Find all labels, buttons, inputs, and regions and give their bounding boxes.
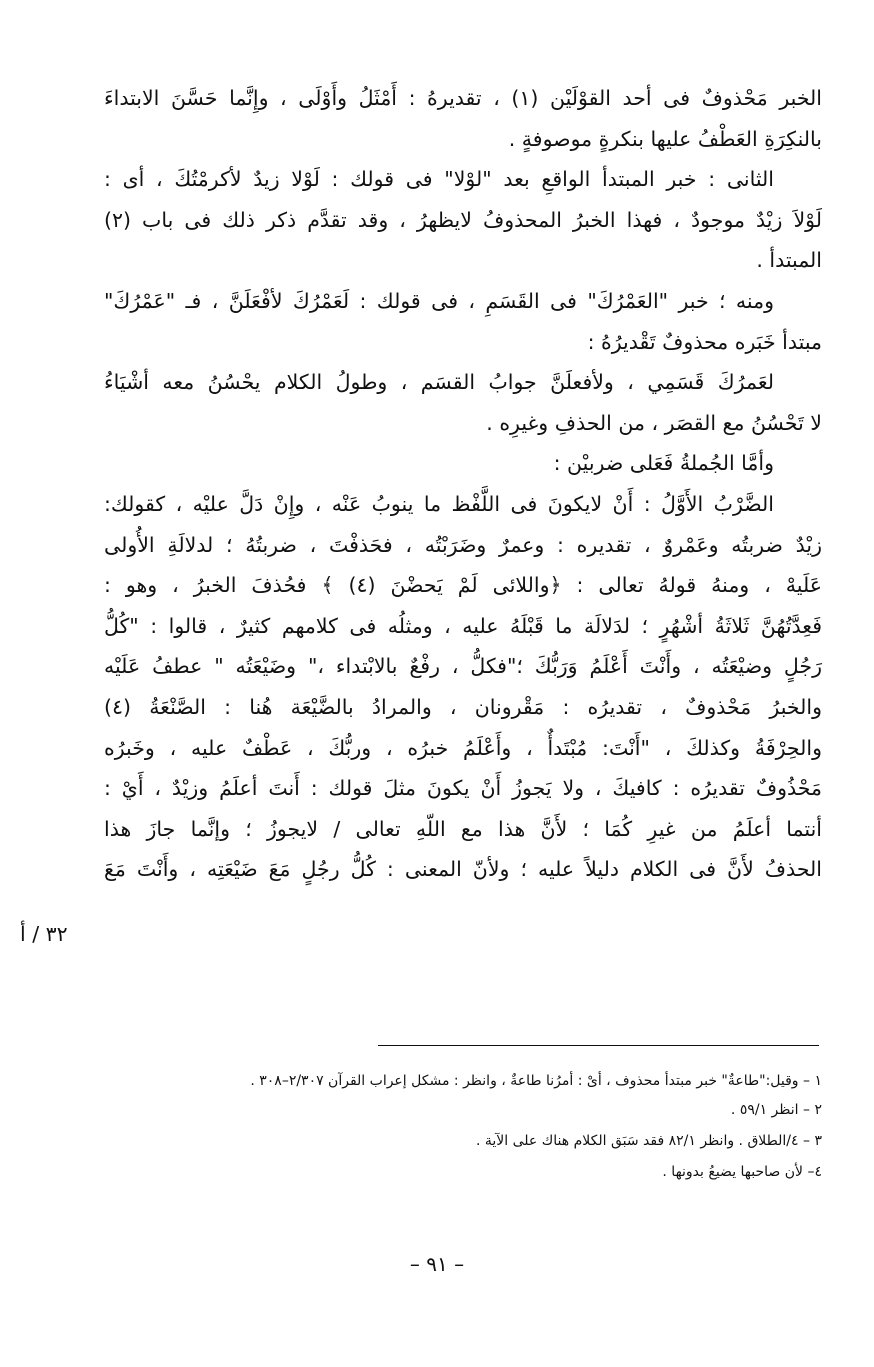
text-line: لَوْلاَ زيْدٌ موجودٌ ، فهذا الخبرُ المحذوفُ لايظهرُ ، وقد تقدَّم ذكر ذلك فى باب (٢) [104,207,822,232]
text-line: رَجُلٍ وضيْعَتُه ، وأَنْتَ أَعْلَمُ وَرَبُّكَ ؛"فكلُّ ، رفْعٌ بالابْتداء ،" وضَيْعَتُه " عطفُ عَلَيْه [104,654,822,679]
text-line: عَلَيهْ ، ومنهُ قولهُ تعالى : ﴿واللائى لَمْ يَحضْنَ (٤) ﴾ فحُذفَ الخبرُ ، وهو : [104,573,822,598]
text-line: لا تَحْسُنُ مع القصَر ، من الحذفِ وغيرِه . [486,410,822,435]
footnote: ١ – وقيل:"طاعةٌ" خبر مبتدأ محذوف ، أىْ : أمرُنا طاعةٌ ، وانظر : مشكل إعراب القرآن ٢/٣٠٧–٣٠٨ . [250,1073,822,1089]
footnote: ٣ – ٤/الطلاق . وانظر ٨٢/١ فقد سَبَق الكلام هناك على الآية . [476,1133,822,1149]
main-text [104,78,822,890]
text-line: أنتما أعلَمُ من غيرِ كُمَا ؛ لأَنَّ هذا مع اللّهِ تعالى / لايجوزُ ؛ وإنَّما جازَ هذا [104,816,822,841]
footnote: ٤– لأن صاحبها يضيعُ بدونها . [662,1164,822,1180]
manuscript-folio-note: ٣٢ / أ [20,922,68,946]
text-line: المبتدأ . [756,248,822,273]
footnote-separator [378,1045,819,1046]
text-line: الخبر مَحْذوفٌ فى أحد القوْلَيْن (١) ، تقديرهُ : أَمْثَلُ وأَوْلَى ، وإِنَّما حَسَّنَ الابتداءَ [104,86,822,110]
text-line: لعَمرُكَ قَسَمِي ، ولأفعلَنَّ جوابُ القسَم ، وطولُ الكلام يحْسُنُ معه أشْيَاءُ [104,370,774,395]
text-line: الحذفُ لأَنَّ فى الكلام دليلاً عليه ؛ ولأنّ المعنى : كُلُّ رجُلٍ مَعَ ضَيْعَتِه ، وأَنْتَ مَعَ [104,857,822,882]
text-line: ومنه ؛ خبر "العَمْرُكَ" فى القَسَمِ ، فى قولك : لَعَمْرُكَ لأفْعَلَنَّ ، فـ "عَمْرُكَ" [104,288,774,313]
text-line: فَعِدَّتُهُنَّ ثَلاثَةُ أشْهُرٍ ؛ لدَلالَة ما قَبْلَهُ عليه ، ومثلُه فى كلامهم كثيرٌ ، قالوا : "كُلُّ [104,613,822,638]
footnote: ٢ – انظر ٥٩/١ . [730,1102,822,1118]
text-line: الضَّرْبُ الأَوَّلُ : أَنْ لايكونَ فى اللَّفْظ ما ينوبُ عَنْه ، وإِنْ دَلَّ عليْه ، كقولك: [104,491,774,516]
text-line: بالنكِرَةِ العَطْفُ عليها بنكرةٍ موصوفةٍ . [508,126,822,151]
page-number: – ٩١ – [409,1252,465,1276]
text-line: وأمَّا الجُملةُ فَعَلى ضربيْن : [553,451,774,476]
text-line: والحِرْفَةُ وكذلكَ ، "أَنْتَ: مُبْتَدأٌ ، وأَعْلَمُ خبرُه ، وربُّكَ ، عَطْفٌ عليه ، وخَبرُه [104,735,822,760]
text-line: مَحْذُوفٌ تقديرُه : كافيكَ ، ولا يَجوزُ أَنْ يكونَ مثلَ قولك : أَنتَ أعلَمُ وزيْدٌ ، أَيْ : [104,776,822,801]
text-line: مبتدأ خَبَره محذوفٌ تَقْديرُهُ : [587,329,822,354]
text-line: الثانى : خبر المبتدأ الواقعِ بعد "لوْلا" فى قولك : لَوْلا زيدٌ لأكرمْتُكَ ، أى : [104,167,774,192]
text-line: زيْدٌ ضربتُه وعَمْروٌ ، تقديره : وعمرٌ وضَرَبْتُه ، فحَذفْتَ ، ضربتُهُ ؛ لدلالَةِ الأُولى [104,532,822,557]
text-line: والخبرُ مَحْذوفٌ ، تقديرُه : مَقْرونان ، والمرادُ بالضَّيْعَة هُنا : الصَّنْعَةُ (٤) [104,694,822,719]
